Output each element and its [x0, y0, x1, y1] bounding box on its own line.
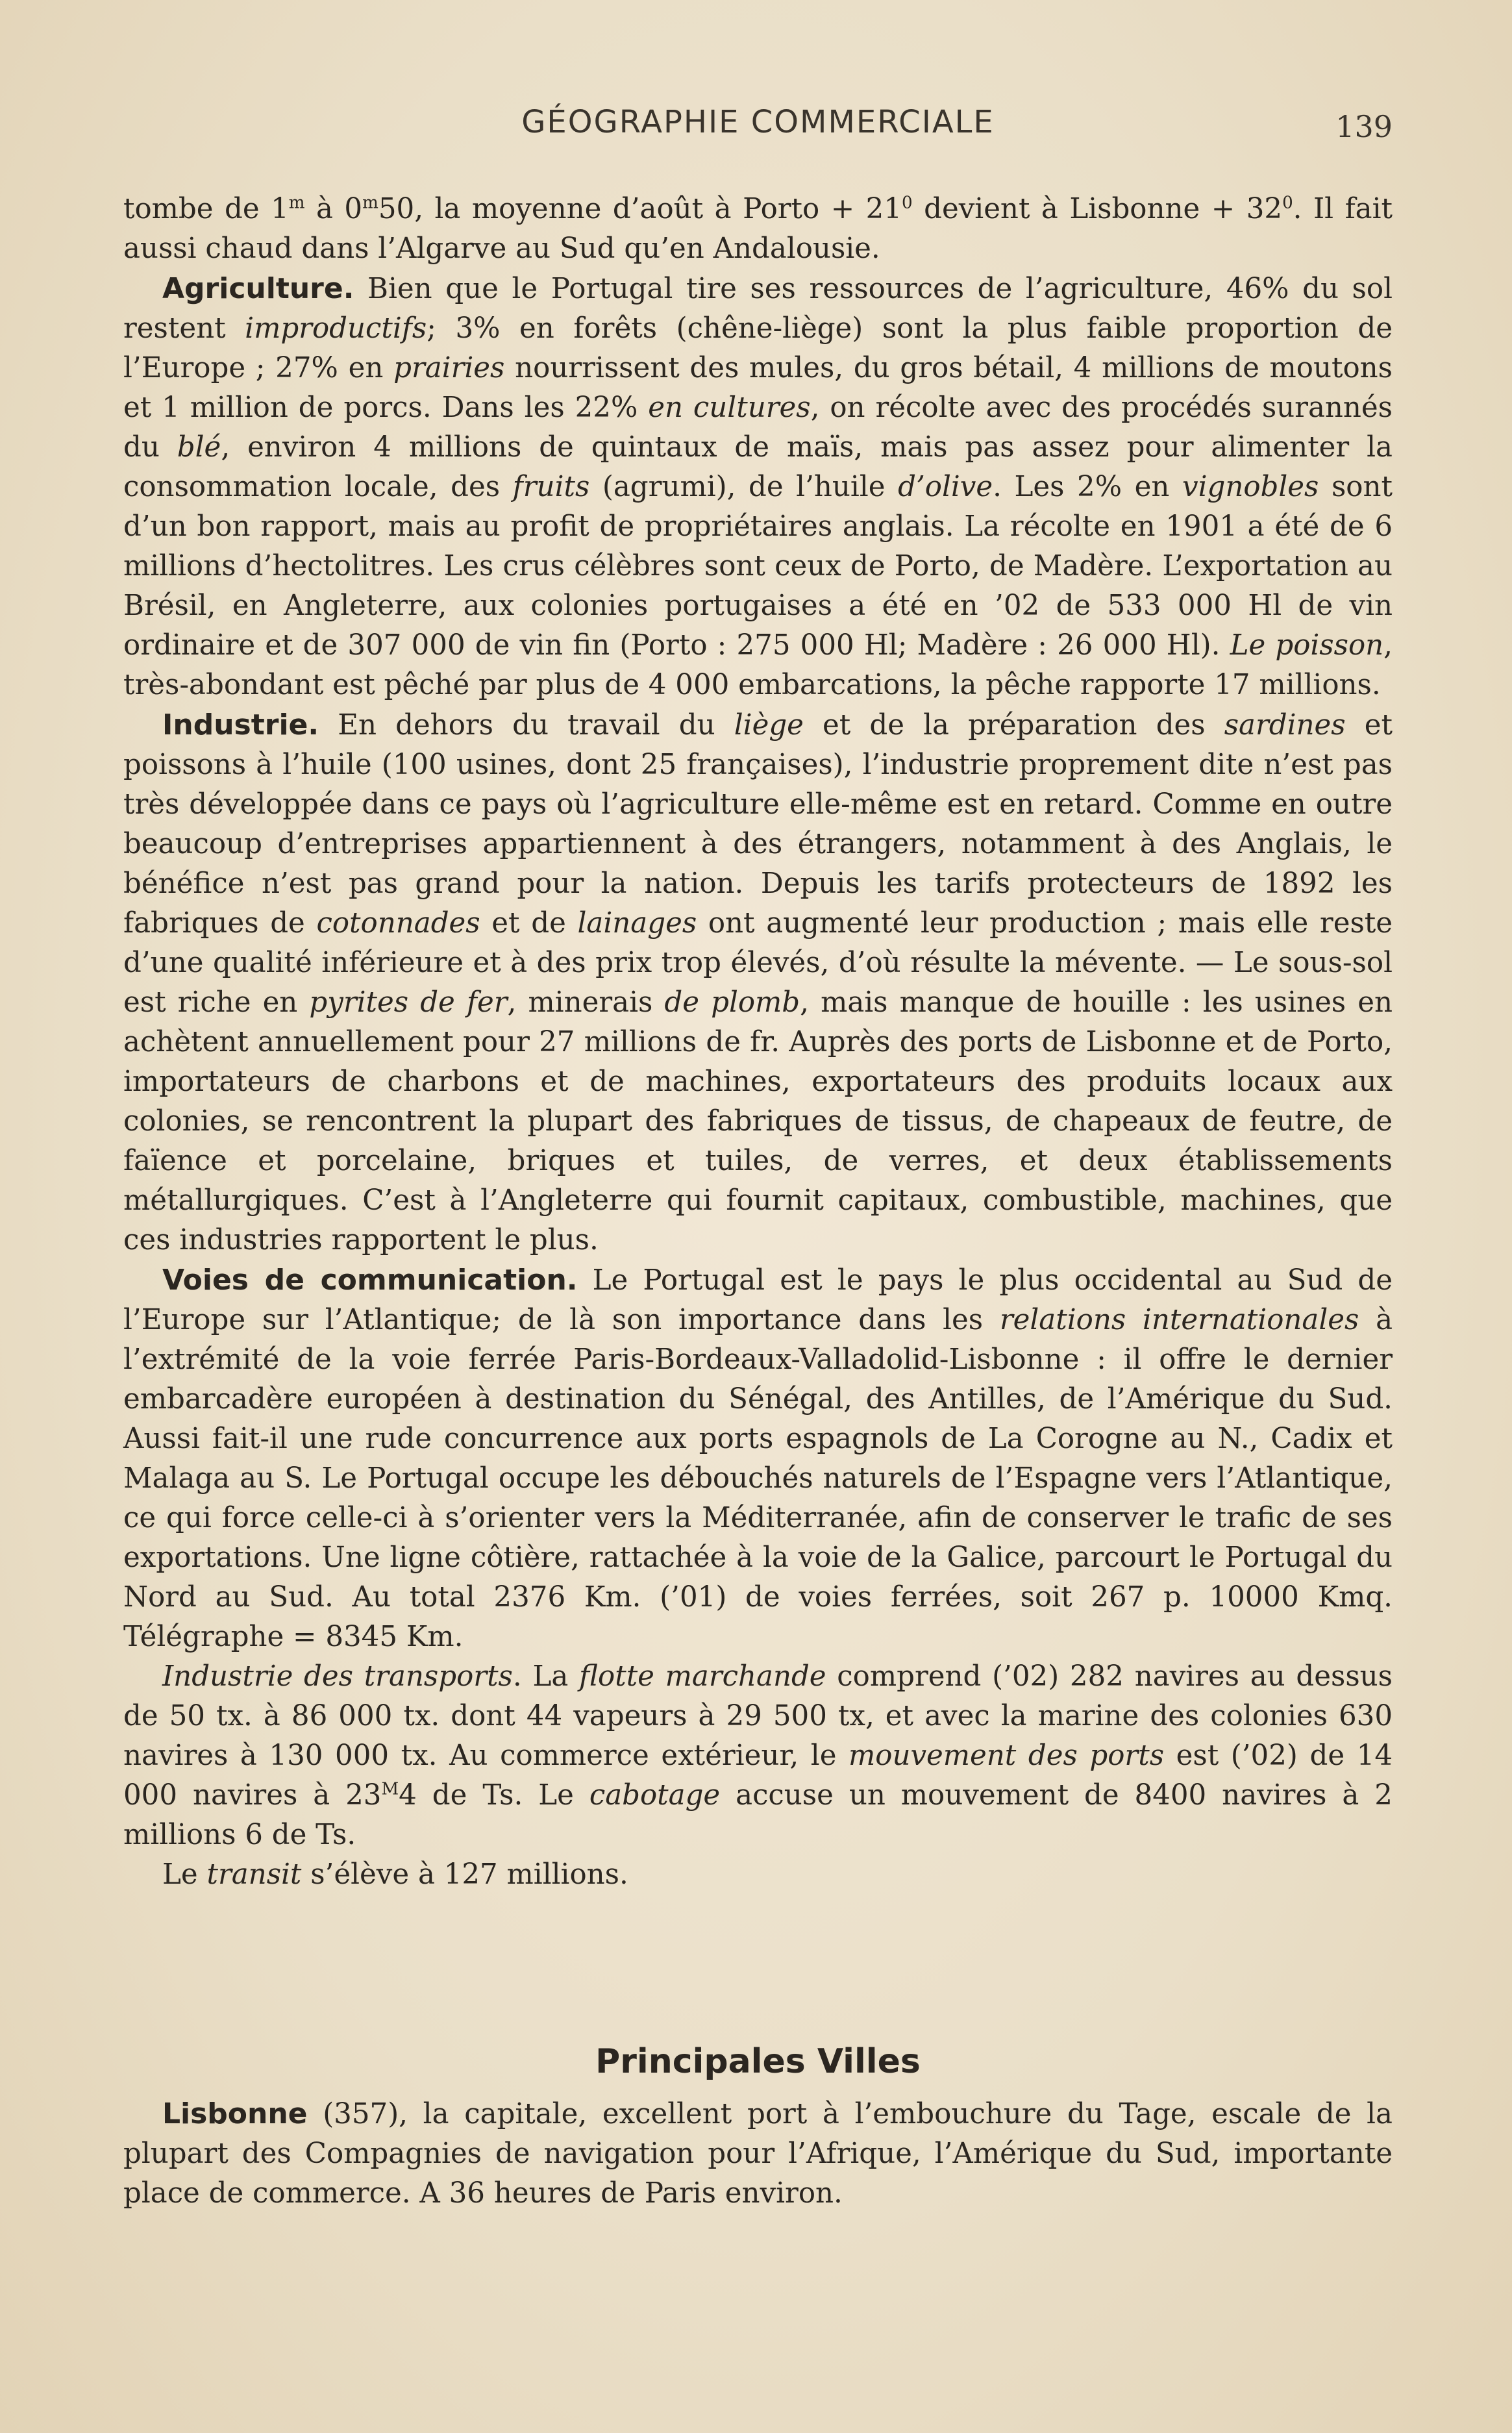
page-header: [123, 104, 1393, 156]
industrie-paragraph: Industrie. En dehors du travail du liège et de la préparation des sardines et poissons à l’huile (100 usines, dont 25 françaises), l’industrie proprement dite n’est pas très développée dans ce pays où l’agriculture elle-même est en retard. Comme en outre beaucoup d’entreprises appartiennent à des étrangers, notamment à des Anglais, le bénéfice n’est pas grand pour la nation. Depuis les tarifs protecteurs de 1892 les fabriques de cotonnades et de lainages ont augmenté leur production ; mais elle reste d’une qualité inférieure et à des prix trop élevés, d’où résulte la mévente. — Le sous-sol est riche en pyrites de fer, minerais de plomb, mais manque de houille : les usines en achètent annuellement pour 27 millions de fr. Auprès des ports de Lisbonne et de Porto, importateurs de charbons et de machines, exportateurs des produits locaux aux colonies, se rencontrent la plupart des fabriques de tissus, de chapeaux de feutre, de faïence et porcelaine, briques et tuiles, de verres, et deux établissements métallurgiques. C’est à l’Angleterre qui fournit capitaux, combustible, machines, que ces industries rapportent le plus.: [123, 708, 1393, 1256]
transports-paragraph: Industrie des transports. La flotte marchande comprend (’02) 282 navires au dessus de 50 tx. à 86 000 tx. dont 44 vapeurs à 29 500 tx, et avec la marine des colonies 630 navires à 130 000 tx. Au commerce extérieur, le mouvement des ports est (’02) de 14 000 navires à $23^M4$ de Ts. Le cabotage accuse un mouvement de 8400 navires à 2 millions 6 de Ts.: [123, 1660, 1393, 1851]
industrie-heading: Industrie.: [162, 708, 319, 742]
agriculture-heading: Agriculture.: [162, 272, 354, 305]
body-text: [123, 190, 1393, 1895]
climate-paragraph: tombe de 1$^m$ à 0$^m$50, la moyenne d’août à Porto + $21^0$ devient à Lisbonne + $32^0$. Il fait aussi chaud dans l’Algarve au Sud qu’en Andalousie.: [123, 193, 1393, 265]
transports-heading: Industrie des transports: [162, 1660, 513, 1693]
agriculture-paragraph: Agriculture. Bien que le Portugal tire ses ressources de l’agriculture, 46% du sol restent improductifs; 3% en forêts (chêne-liège) sont la plus faible proportion de l’Europe ; 27% en prairies nourrissent des mules, du gros bétail, 4 millions de moutons et 1 million de porcs. Dans les 22% en cultures, on récolte avec des procédés surannés du blé, environ 4 millions de quintaux de maïs, mais pas assez pour alimenter la consommation locale, des fruits (agrumi), de l’huile d’olive. Les 2% en vignobles sont d’un bon rapport, mais au profit de propriétaires anglais. La récolte en 1901 a été de 6 millions d’hectolitres. Les crus célèbres sont ceux de Porto, de Madère. L’exportation au Brésil, en Angleterre, aux colonies portugaises a été en ’02 de 533 000 Hl de vin ordinaire et de 307 000 de vin fin (Porto : 275 000 Hl; Madère : 26 000 Hl). Le poisson, très-abondant est pêché par plus de 4 000 embarcations, la pêche rapporte 17 millions.: [123, 272, 1393, 701]
cities-text: [123, 2094, 1393, 2214]
voies-heading: Voies de communication.: [162, 1264, 578, 1297]
lisbonne-paragraph: Lisbonne (357), la capitale, excellent port à l’embouchure du Tage, escale de la plupart des Compagnies de navigation pour l’Afrique, l’Amérique du Sud, importante place de commerce. A 36 heures de Paris environ.: [123, 2097, 1393, 2210]
transit-paragraph: Le transit s’élève à 127 millions.: [162, 1858, 628, 1891]
cities-heading: Principales Villes: [595, 2042, 921, 2081]
running-title: GÉOGRAPHIE COMMERCIALE: [521, 104, 995, 140]
lisbonne-name: Lisbonne: [162, 2097, 308, 2130]
voies-paragraph: Voies de communication. Le Portugal est le pays le plus occidental au Sud de l’Europe sur l’Atlantique; de là son importance dans les relations internationales à l’extrémité de la voie ferrée Paris-Bordeaux-Valladolid-Lisbonne : il offre le dernier embarcadère européen à destination du Sénégal, des Antilles, de l’Amérique du Sud. Aussi fait-il une rude concurrence aux ports espagnols de La Corogne au N., Cadix et Malaga au S. Le Portugal occupe les débouchés naturels de l’Espagne vers l’Atlantique, ce qui force celle-ci à s’orienter vers la Méditerranée, afin de conserver le trafic de ses exportations. Une ligne côtière, rattachée à la voie de la Galice, parcourt le Portugal du Nord au Sud. Au total 2376 Km. (’01) de voies ferrées, soit 267 p. 10000 Kmq. Télégraphe = 8345 Km.: [123, 1264, 1393, 1653]
page-number: 139: [1335, 109, 1393, 144]
